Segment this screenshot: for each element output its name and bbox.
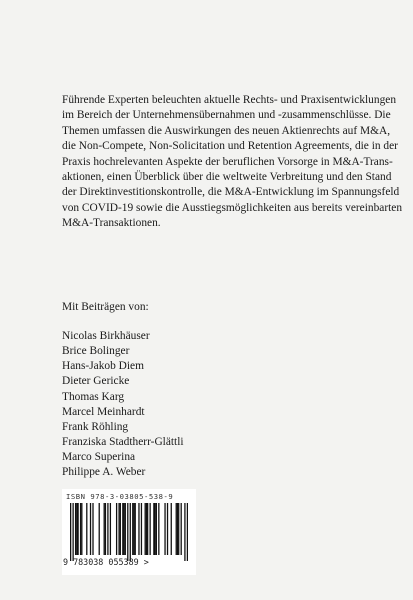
barcode-bar (127, 503, 128, 561)
barcode-bar (130, 503, 131, 561)
barcode-bar (184, 503, 185, 561)
barcode-bar (149, 503, 150, 555)
contributor-name: Marco Superina (62, 451, 136, 464)
contributor-name: Hans-Jakob Diem (62, 360, 144, 373)
blurb-line: von COVID-19 sowie die Ausstiegsmöglichkeiten aus bereits vereinbarten (62, 201, 403, 214)
barcode-bar (122, 503, 123, 555)
blurb-line: der Direktinvestitionskontrolle, die M&A-Entwicklung im Spannungsfeld (62, 186, 400, 199)
barcode-end-marker: > (143, 557, 149, 567)
barcode-bar (104, 503, 105, 555)
barcode-bar (145, 503, 146, 555)
barcode-bar (132, 503, 133, 555)
barcode-bar (120, 503, 121, 555)
contributor-name: Thomas Karg (62, 390, 125, 403)
barcode-bar (116, 503, 117, 555)
barcode-bar (99, 503, 100, 555)
blurb-line: Praxis hochrelevanten Aspekte der beruflichen Vorsorge in M&A-Trans- (62, 155, 393, 168)
isbn-barcode (62, 489, 196, 575)
contributor-name: Marcel Meinhardt (62, 405, 145, 418)
barcode-bar (135, 503, 136, 555)
barcode-bar (154, 503, 155, 555)
blurb-line: aktionen, einen Überblick über die weltweite Verbreitung und den Stand (62, 171, 392, 184)
contributor-name: Nicolas Birkhäuser (62, 330, 150, 342)
barcode-bar (107, 503, 108, 555)
barcode-bar (86, 503, 87, 555)
barcode-bar (178, 503, 179, 555)
barcode-bar (177, 503, 178, 555)
barcode-bar (167, 503, 168, 555)
barcode-digits (63, 557, 149, 567)
barcode-bar (171, 503, 172, 555)
barcode-bar (153, 503, 154, 555)
barcode-bar (81, 503, 82, 555)
barcode-bar (123, 503, 124, 555)
contributor-list (62, 329, 184, 481)
barcode-bar (164, 503, 165, 555)
barcode-bar (176, 503, 177, 555)
barcode-bar (125, 503, 126, 555)
contributor-name: Brice Bolinger (62, 345, 130, 358)
barcode-bar (92, 503, 93, 555)
contributors-heading: Mit Beiträgen von: (62, 301, 149, 313)
barcode-bar (138, 503, 139, 555)
barcode-bar (77, 503, 78, 555)
barcode-bars (70, 503, 188, 561)
barcode-bar (141, 503, 142, 555)
barcode-bar (156, 503, 157, 555)
barcode-bar (75, 503, 76, 555)
barcode-left-digits: 783038 (73, 557, 104, 567)
barcode-right-digits: 055389 (108, 557, 139, 567)
contributor-name: Frank Röhling (62, 420, 129, 433)
barcode-bar (72, 503, 73, 561)
blurb-line: die Non-Compete, Non-Solicitation und Retention Agreements, die in der (62, 140, 398, 153)
barcode-bar (118, 503, 119, 555)
barcode-bar (133, 503, 134, 555)
contributor-name: Dieter Gericke (62, 375, 130, 388)
barcode-first-digit: 9 (63, 557, 69, 567)
back-cover-blurb (62, 93, 403, 232)
barcode-bar (146, 503, 147, 555)
blurb-line: Führende Experten beleuchten aktuelle Rechts- und Praxisentwicklungen (62, 94, 397, 106)
barcode-bar (90, 503, 91, 555)
barcode-bar (105, 503, 106, 555)
blurb-line: Themen umfassen die Auswirkungen des neuen Aktienrechts auf M&A, (62, 124, 391, 137)
barcode-bar (110, 503, 111, 555)
contributor-name: Franziska Stadtherr-Glättli (62, 436, 184, 449)
barcode-bar (80, 503, 81, 555)
barcode-bar (181, 503, 182, 555)
barcode-bar (187, 503, 188, 561)
isbn-label: ISBN 978-3-03805-538-9 (66, 492, 174, 501)
blurb-line: im Bereich der Unternehmensübernahmen und -zusammenschlüsse. Die (62, 109, 391, 122)
contributor-name: Philippe A. Weber (62, 466, 146, 479)
barcode-bar (76, 503, 77, 555)
blurb-line: M&A-Transaktionen. (62, 217, 161, 230)
barcode-bar (70, 503, 71, 561)
barcode-bar (147, 503, 148, 555)
barcode-bar (158, 503, 159, 555)
